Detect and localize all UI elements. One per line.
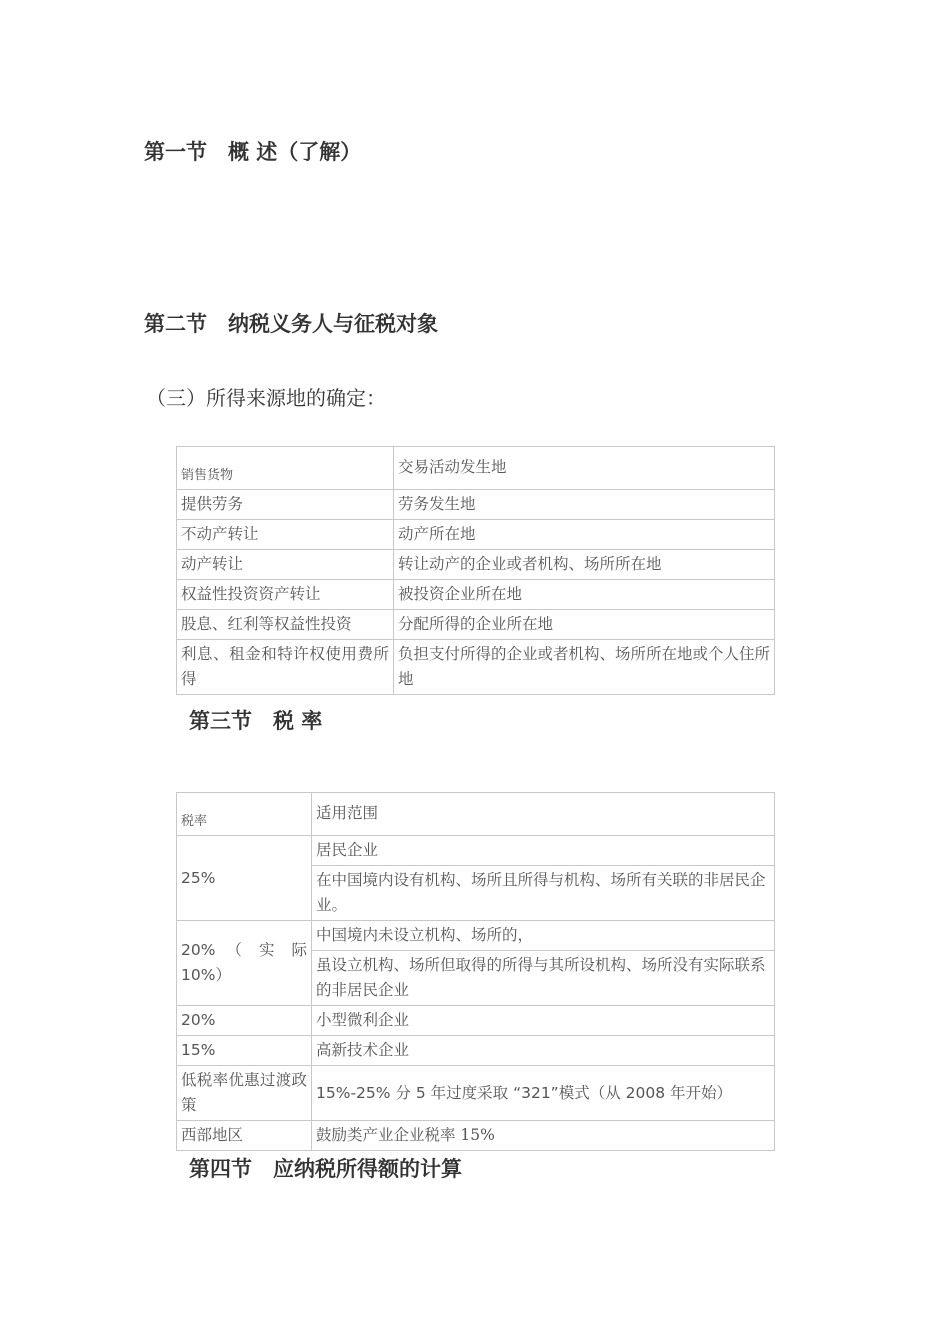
table-row xyxy=(177,550,775,580)
table-cell: 高新技术企业 xyxy=(312,1036,775,1066)
table-row xyxy=(177,520,775,550)
table-cell: 虽设立机构、场所但取得的所得与其所设机构、场所没有实际联系的非居民企业 xyxy=(312,951,775,1006)
table-cell: 15% xyxy=(177,1036,312,1066)
section-2-subheading: （三）所得来源地的确定： xyxy=(146,386,386,410)
table-cell: 销售货物 xyxy=(177,447,394,490)
table-cell: 15%-25% 分 5 年过度采取 “321”模式（从 2008 年开始） xyxy=(312,1066,775,1121)
section-1-heading: 第一节 概 述（了解） xyxy=(144,140,362,164)
table-cell: 提供劳务 xyxy=(177,490,394,520)
table-cell: 权益性投资资产转让 xyxy=(177,580,394,610)
table-cell: 被投资企业所在地 xyxy=(394,580,775,610)
table-cell xyxy=(177,921,312,1006)
income-source-table xyxy=(176,446,775,695)
table-row xyxy=(177,921,775,951)
table-row xyxy=(177,490,775,520)
table-cell: 西部地区 xyxy=(177,1121,312,1151)
table-cell: 20% xyxy=(177,1006,312,1036)
table-cell: 动产转让 xyxy=(177,550,394,580)
table-cell: 鼓励类产业企业税率 15% xyxy=(312,1121,775,1151)
table-header-cell: 税率 xyxy=(177,793,312,836)
section-4-heading: 第四节 应纳税所得额的计算 xyxy=(189,1157,462,1181)
table-row xyxy=(177,1066,775,1121)
tax-rate-table xyxy=(176,792,775,1151)
table-header-cell: 适用范围 xyxy=(312,793,775,836)
table-cell: 25% xyxy=(177,836,312,921)
table-cell: 中国境内未设立机构、场所的， xyxy=(312,921,775,951)
table-cell: 不动产转让 xyxy=(177,520,394,550)
table-row xyxy=(177,610,775,640)
rate-line-1: 20% （ 实 际 xyxy=(181,941,307,959)
table-row xyxy=(177,580,775,610)
table-cell: 转让动产的企业或者机构、场所所在地 xyxy=(394,550,775,580)
table-row xyxy=(177,447,775,490)
table-cell: 负担支付所得的企业或者机构、场所所在地或个人住所地 xyxy=(394,640,775,695)
table-cell: 小型微利企业 xyxy=(312,1006,775,1036)
table-row xyxy=(177,793,775,836)
table-row xyxy=(177,1006,775,1036)
table-row xyxy=(177,1121,775,1151)
table-cell: 在中国境内设有机构、场所且所得与机构、场所有关联的非居民企业。 xyxy=(312,866,775,921)
table-row xyxy=(177,640,775,695)
section-3-heading: 第三节 税 率 xyxy=(189,709,323,733)
table-cell: 居民企业 xyxy=(312,836,775,866)
table-cell: 利息、租金和特许权使用费所得 xyxy=(177,640,394,695)
table-cell: 分配所得的企业所在地 xyxy=(394,610,775,640)
table-cell: 股息、红利等权益性投资 xyxy=(177,610,394,640)
table-cell: 交易活动发生地 xyxy=(394,447,775,490)
table-row xyxy=(177,1036,775,1066)
table-row xyxy=(177,836,775,866)
table-cell: 劳务发生地 xyxy=(394,490,775,520)
section-2-heading: 第二节 纳税义务人与征税对象 xyxy=(144,312,438,336)
rate-line-2: 10%） xyxy=(181,966,231,984)
table-cell: 动产所在地 xyxy=(394,520,775,550)
table-cell: 低税率优惠过渡政策 xyxy=(177,1066,312,1121)
